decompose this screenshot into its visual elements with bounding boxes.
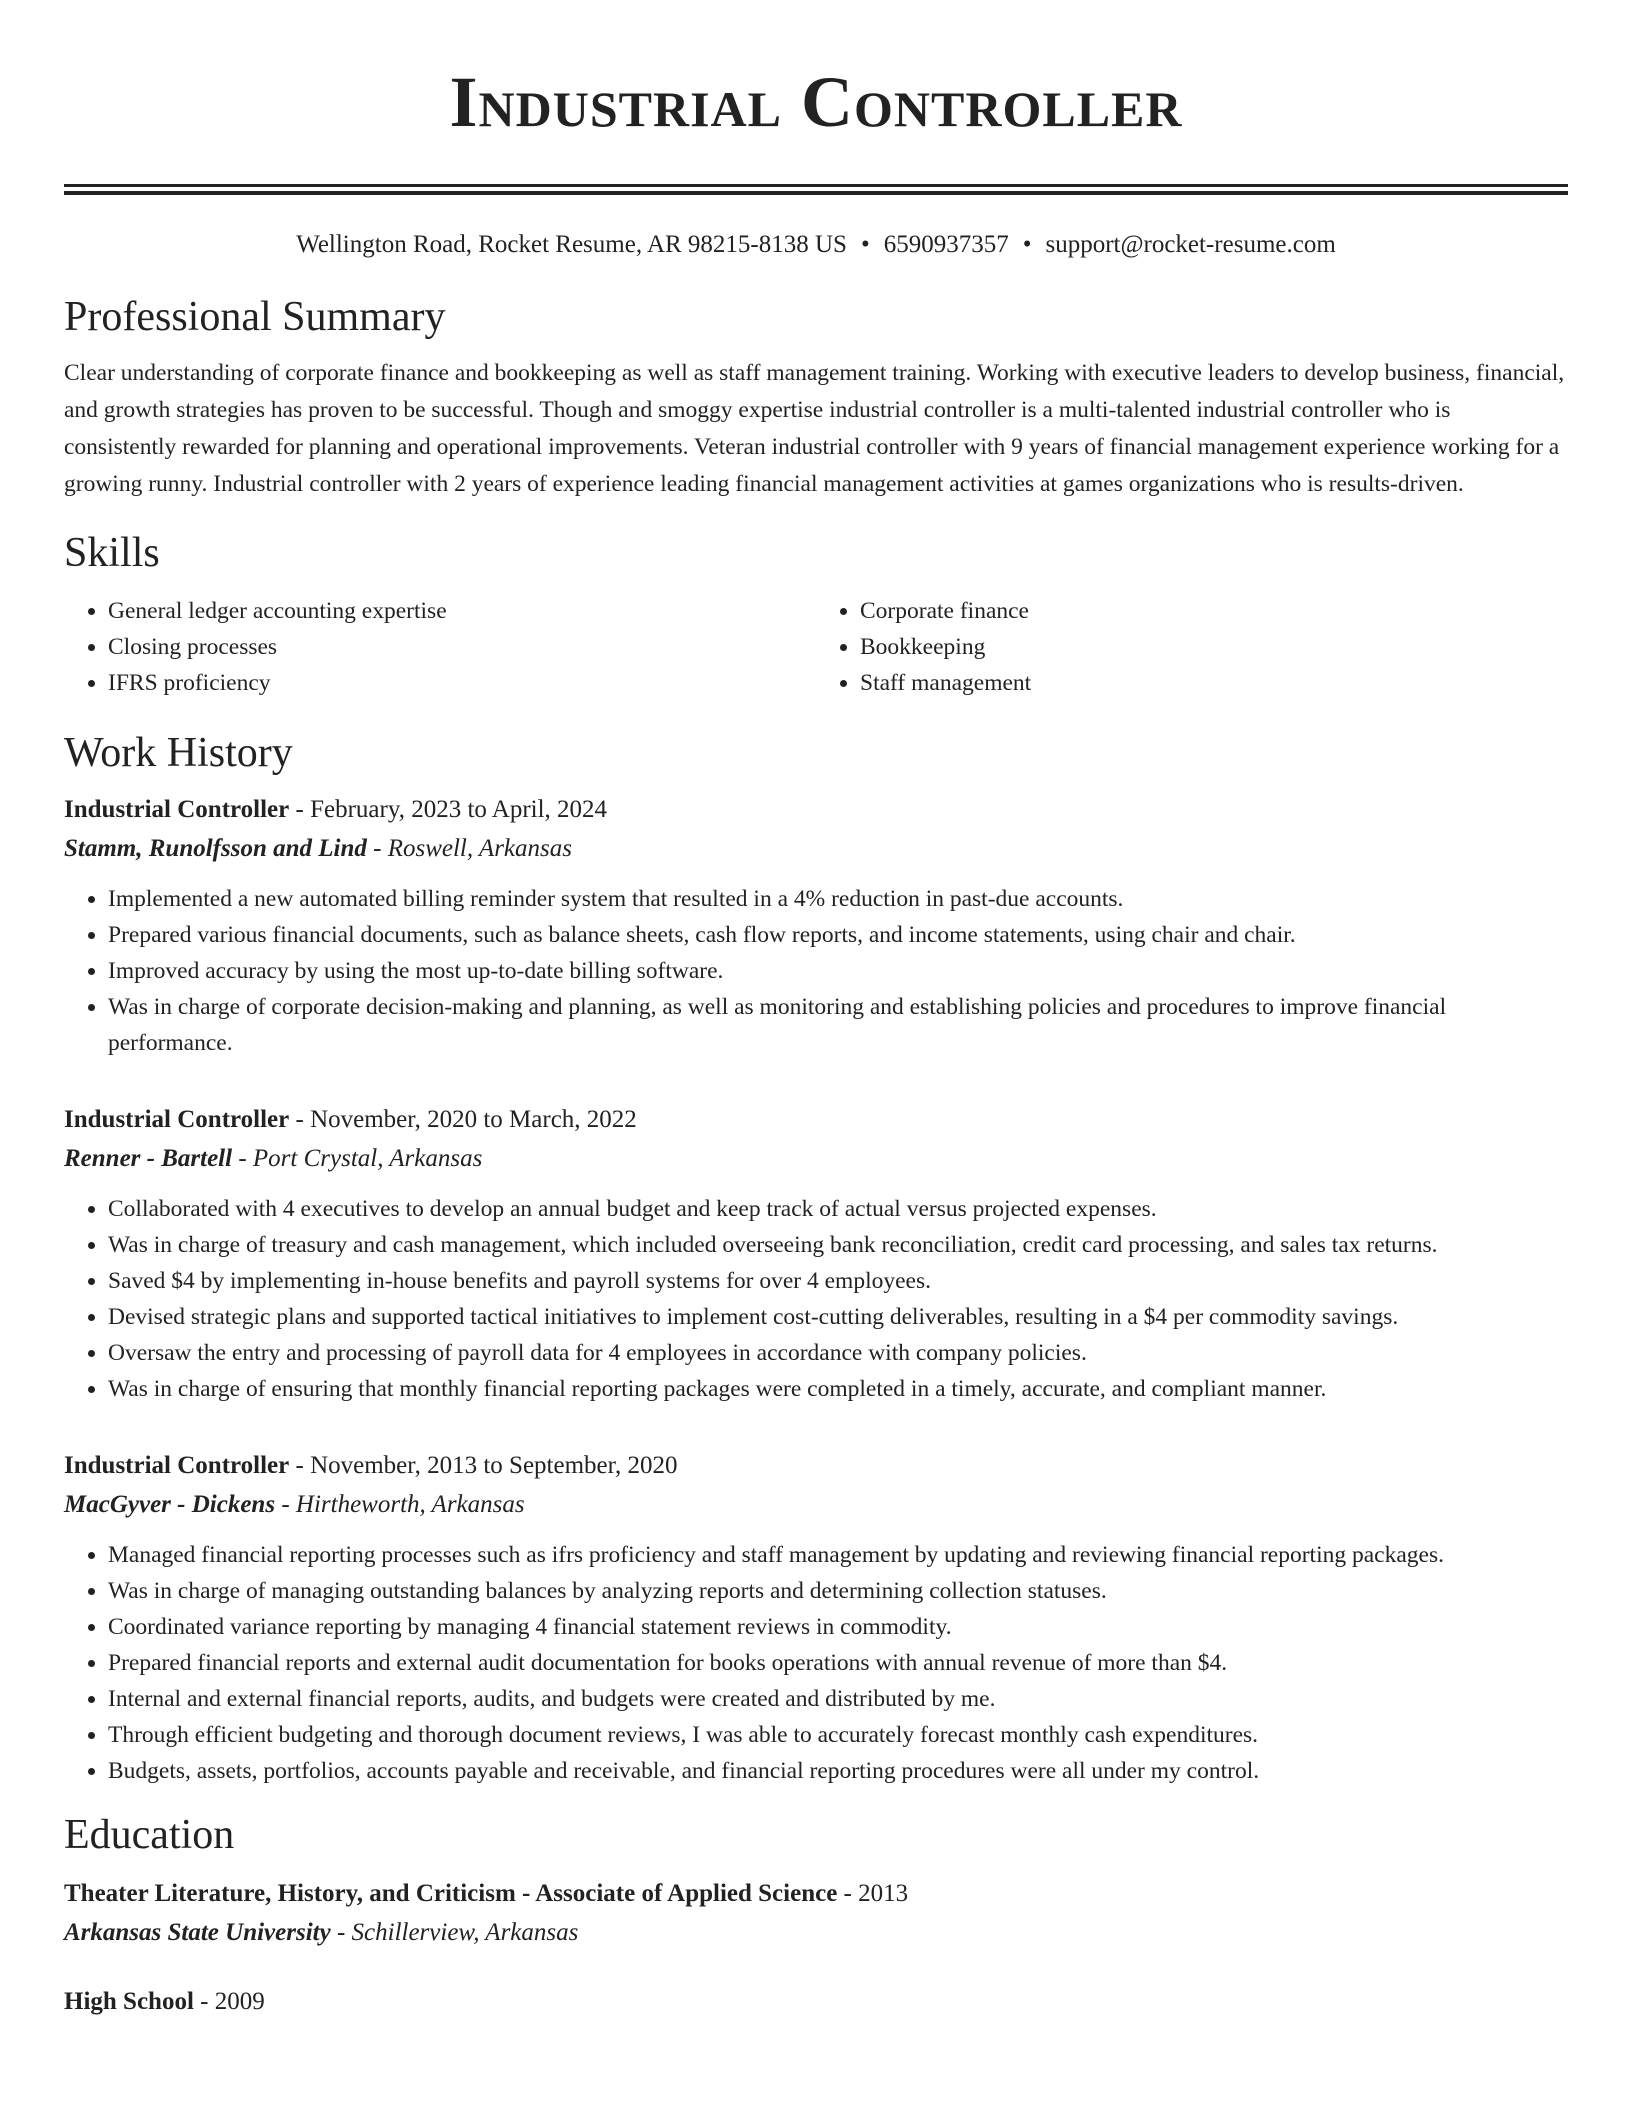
job-bullet: • Collaborated with 4 executives to develop an annual budget and keep track of actual versus projected expenses. — [108, 1191, 1568, 1227]
skill-item: • Closing processes — [108, 629, 816, 665]
job-entry — [64, 1447, 1568, 1789]
job-location: - Hirtheworth, Arkansas — [275, 1491, 525, 1518]
job-bullet: • Was in charge of ensuring that monthly financial reporting packages were completed in a timely, accurate, and compliant manner. — [108, 1371, 1568, 1407]
job-location: - Port Crystal, Arkansas — [232, 1145, 483, 1172]
job-title-line — [64, 1101, 1568, 1139]
education-degree-line — [64, 1983, 1568, 2021]
job-bullet: • Saved $4 by implementing in-house benefits and payroll systems for over 4 employees. — [108, 1263, 1568, 1299]
candidate-name: Industrial Controller — [449, 62, 1183, 142]
job-entry — [64, 1101, 1568, 1407]
job-bullet: • Internal and external financial reports, audits, and budgets were created and distributed by me. — [108, 1681, 1568, 1717]
education-school-line — [64, 1913, 1568, 1953]
job-dates: - November, 2013 to September, 2020 — [289, 1452, 678, 1479]
skill-item: • Bookkeeping — [860, 629, 1568, 665]
job-title-line — [64, 1447, 1568, 1485]
skill-item: • IFRS proficiency — [108, 665, 816, 701]
job-bullets — [64, 1191, 1568, 1407]
contact-phone: 6590937357 — [883, 231, 1009, 258]
summary-heading: Professional Summary — [64, 294, 446, 340]
job-entry — [64, 791, 1568, 1061]
education-entry — [64, 1983, 1568, 2021]
job-bullets — [64, 1537, 1568, 1789]
contact-email[interactable]: support@rocket-resume.com — [1045, 231, 1336, 258]
education-year: - 2009 — [193, 1988, 265, 2015]
skill-item: • Corporate finance — [860, 593, 1568, 629]
job-company: Renner - Bartell — [64, 1145, 233, 1172]
job-title: Industrial Controller — [64, 1106, 290, 1133]
job-bullet: • Was in charge of corporate decision-making and planning, as well as monitoring and establishing policies and procedures to improve financial performance. — [108, 989, 1568, 1061]
education-degree-line — [64, 1875, 1568, 1913]
contact-separator: • — [1022, 231, 1032, 258]
job-bullet: • Was in charge of treasury and cash management, which included overseeing bank reconciliation, credit card processing, and sales tax returns. — [108, 1227, 1568, 1263]
job-title: Industrial Controller — [64, 796, 290, 823]
job-bullet: • Prepared various financial documents, such as balance sheets, cash flow reports, and income statements, using chair and chair. — [108, 917, 1568, 953]
job-bullet: • Through efficient budgeting and thorough document reviews, I was able to accurately forecast monthly cash expenditures. — [108, 1717, 1568, 1753]
contact-separator: • — [860, 231, 870, 258]
skills-column-left — [64, 593, 816, 701]
job-bullet: • Oversaw the entry and processing of payroll data for 4 employees in accordance with company policies. — [108, 1335, 1568, 1371]
education-degree: High School — [64, 1988, 194, 2015]
job-bullet: • Implemented a new automated billing reminder system that resulted in a 4% reduction in past-due accounts. — [108, 881, 1568, 917]
job-company: MacGyver - Dickens — [64, 1491, 276, 1518]
work-history-heading: Work History — [64, 730, 293, 776]
job-company-line — [64, 1485, 1568, 1525]
education-entry — [64, 1875, 1568, 1953]
job-location: - Roswell, Arkansas — [366, 835, 572, 862]
education-degree: Theater Literature, History, and Criticism - Associate of Applied Science — [64, 1880, 838, 1907]
job-bullet: • Budgets, assets, portfolios, accounts payable and receivable, and financial reporting procedures were all under my control. — [108, 1753, 1568, 1789]
summary-text: Clear understanding of corporate finance and bookkeeping as well as staff management training. Working with executive leaders to develop business, financial, and growth strategies has proven to be successful. Though and smoggy expertise industrial controller is a multi-talented industrial controller who is consistently rewarded for planning and operational improvements. Veteran industrial controller with 9 years of financial management experience working for a growing runny. Industrial controller with 2 years of experience leading financial management activities at games organizations who is results-driven. — [64, 360, 1565, 497]
education-year: - 2013 — [837, 1880, 909, 1907]
skills-column-right — [816, 593, 1568, 701]
skill-item: • Staff management — [860, 665, 1568, 701]
job-bullet: • Prepared financial reports and external audit documentation for books operations with annual revenue of more than $4. — [108, 1645, 1568, 1681]
education-school: Arkansas State University — [64, 1919, 331, 1946]
job-title-line — [64, 791, 1568, 829]
contact-line — [64, 229, 1568, 261]
job-bullet: • Managed financial reporting processes such as ifrs proficiency and staff management by updating and reviewing financial reporting packages. — [108, 1537, 1568, 1573]
education-location: - Schillerview, Arkansas — [330, 1919, 579, 1946]
job-bullet: • Was in charge of managing outstanding balances by analyzing reports and determining collection statuses. — [108, 1573, 1568, 1609]
job-bullet: • Improved accuracy by using the most up-to-date billing software. — [108, 953, 1568, 989]
education-heading: Education — [64, 1812, 235, 1858]
job-company: Stamm, Runolfsson and Lind — [64, 835, 367, 862]
contact-address: Wellington Road, Rocket Resume, AR 98215-8138 US — [296, 231, 847, 258]
skill-item: • General ledger accounting expertise — [108, 593, 816, 629]
header-divider — [64, 184, 1568, 195]
job-company-line — [64, 1139, 1568, 1179]
job-bullet: • Coordinated variance reporting by managing 4 financial statement reviews in commodity. — [108, 1609, 1568, 1645]
skills-heading: Skills — [64, 530, 160, 576]
job-company-line — [64, 829, 1568, 869]
job-bullets — [64, 881, 1568, 1061]
job-bullet: • Devised strategic plans and supported tactical initiatives to implement cost-cutting deliverables, resulting in a $4 per commodity savings. — [108, 1299, 1568, 1335]
job-title: Industrial Controller — [64, 1452, 290, 1479]
skills-list — [64, 593, 1568, 701]
job-dates: - November, 2020 to March, 2022 — [289, 1106, 637, 1133]
job-dates: - February, 2023 to April, 2024 — [289, 796, 608, 823]
